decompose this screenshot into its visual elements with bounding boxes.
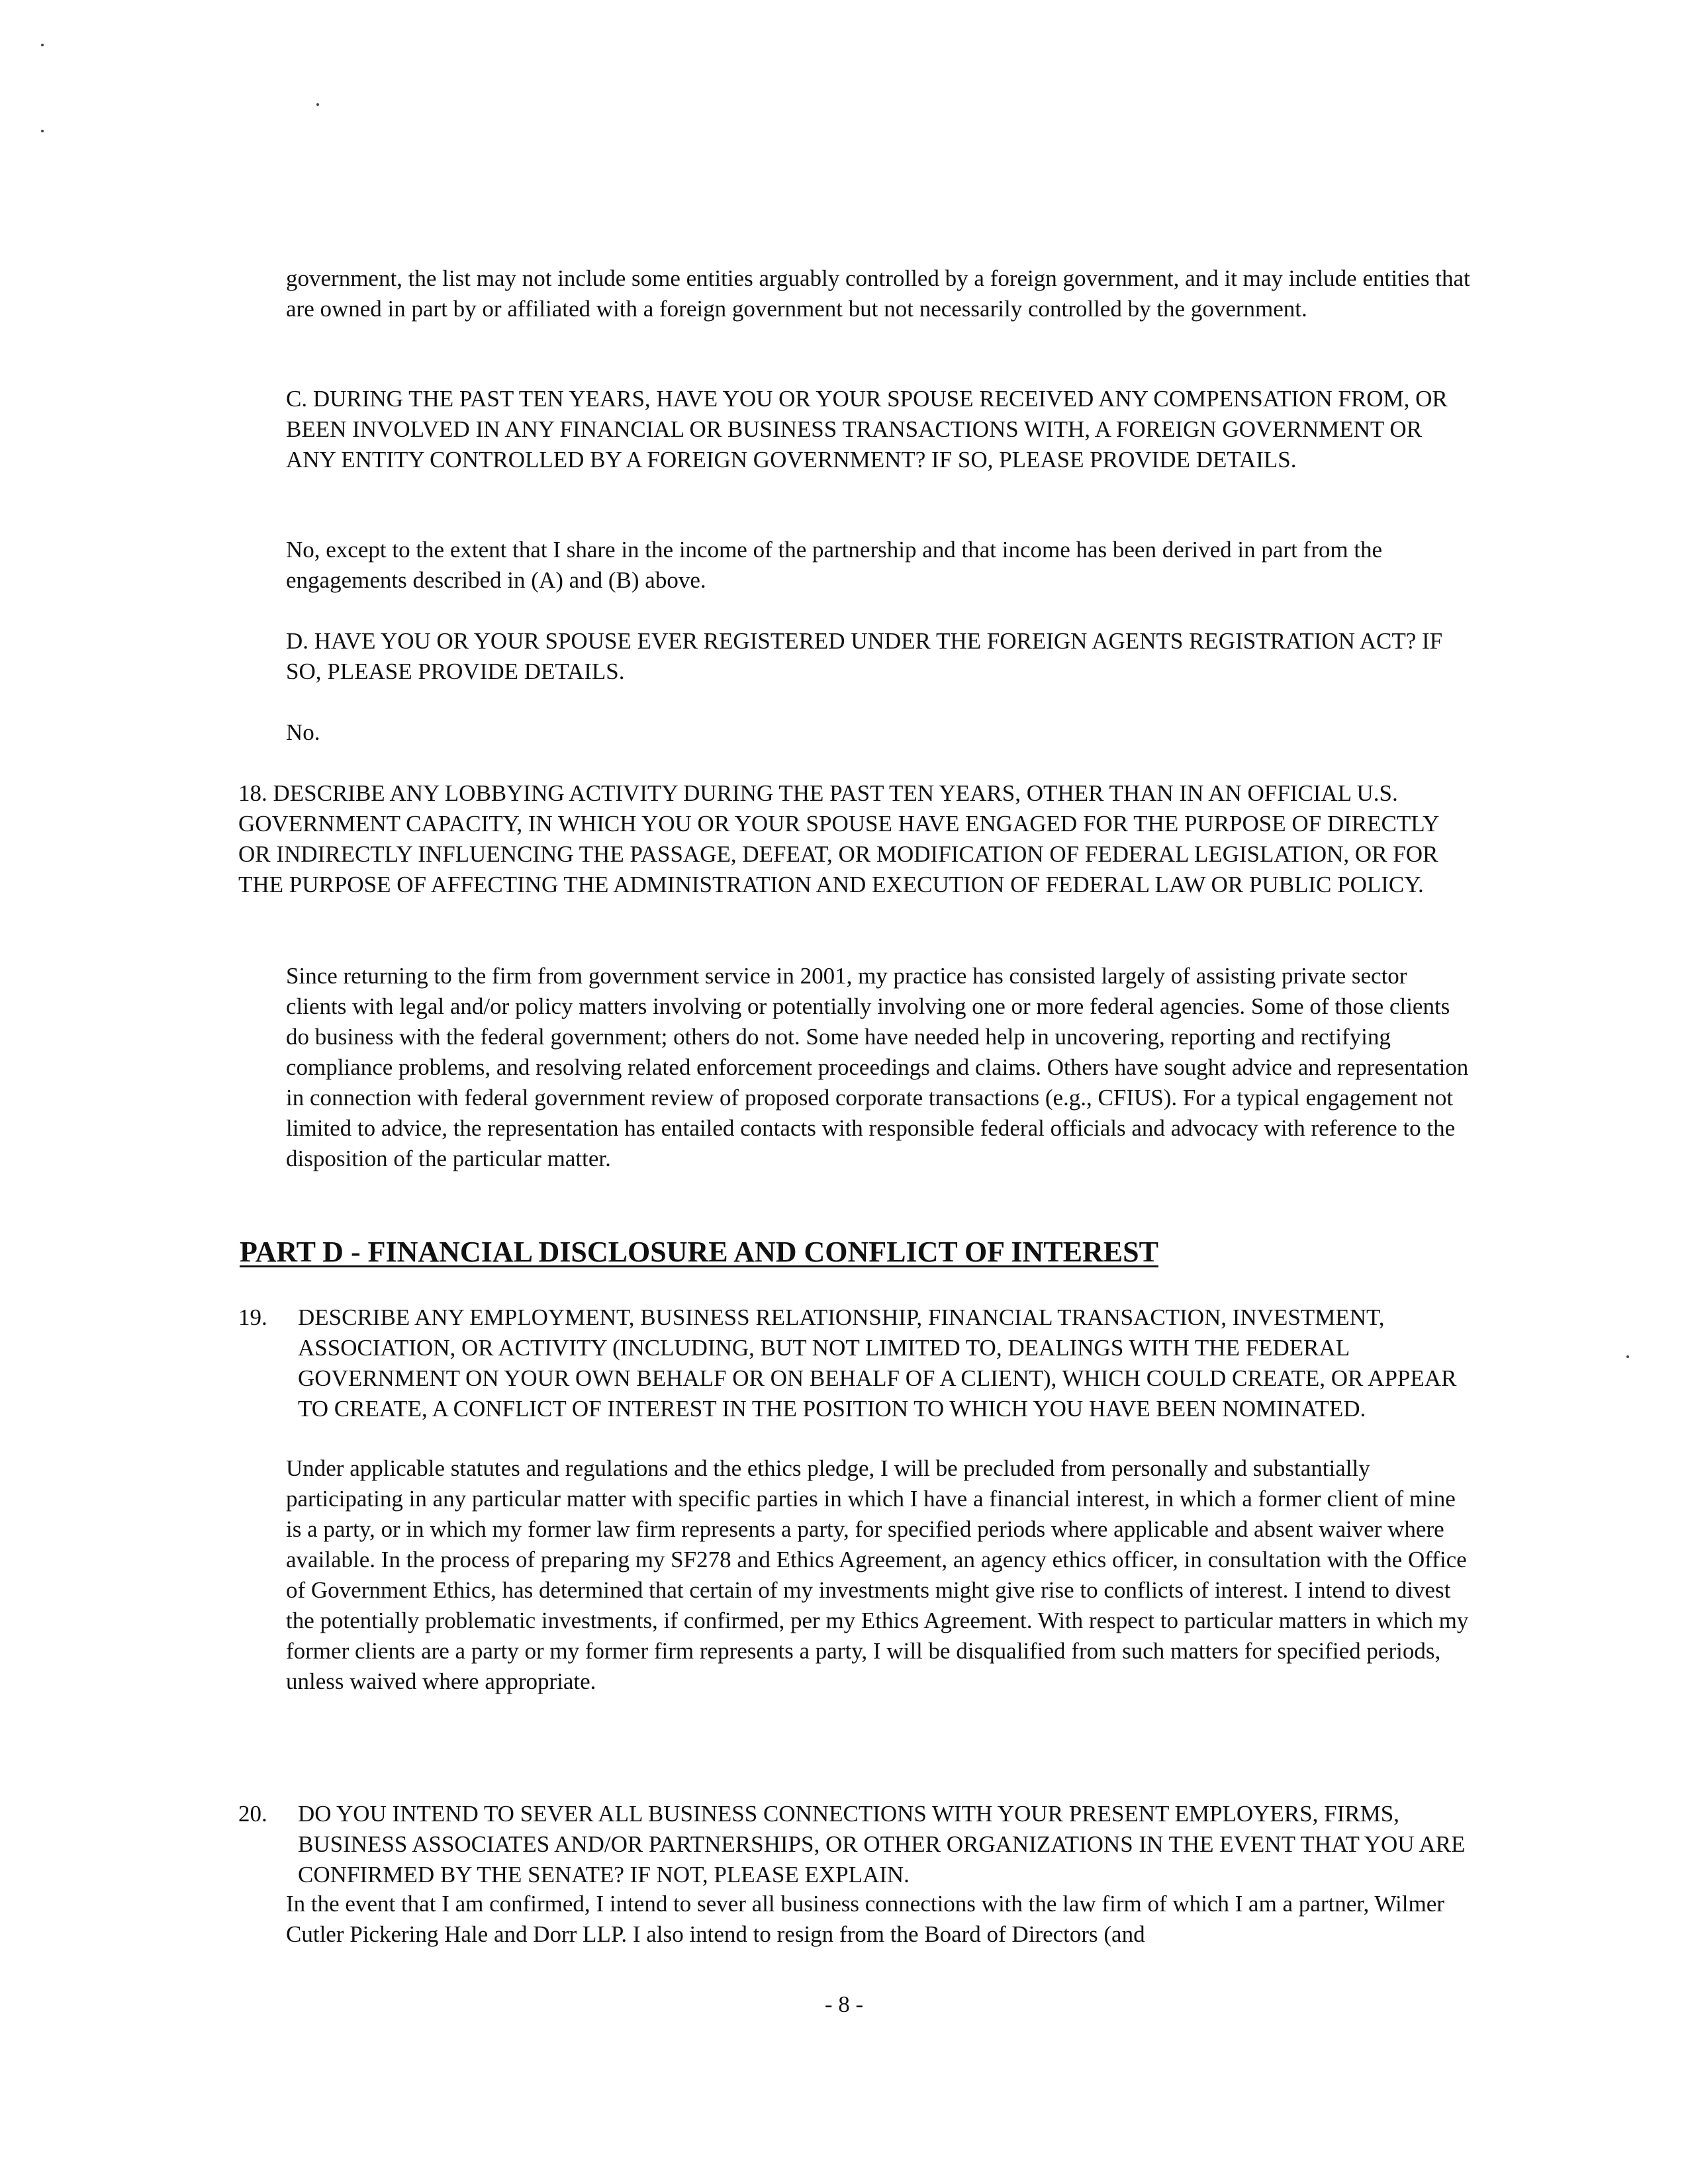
question-20: DO YOU INTEND TO SEVER ALL BUSINESS CONNECTIONS WITH YOUR PRESENT EMPLOYERS, FIRMS, BUSINESS ASSOCIATES AND/OR PARTNERSHIPS, OR OTHER ORGANIZATIONS IN THE EVENT THAT YOU ARE CONFIRMED BY THE SENATE? IF NOT, PLEASE EXPLAIN.	[298, 1801, 1466, 1888]
scan-speck	[41, 44, 44, 46]
answer-17c: No, except to the extent that I share in the income of the partnership and that income has been derived in part from the engagements described in (A) and (B) above.	[286, 537, 1383, 593]
answer-17d: No.	[286, 719, 320, 745]
question-19: DESCRIBE ANY EMPLOYMENT, BUSINESS RELATIONSHIP, FINANCIAL TRANSACTION, INVESTMENT, ASSOCIATION, OR ACTIVITY (INCLUDING, BUT NOT LIMITED TO, DEALINGS WITH THE FEDERAL GOVERNMENT ON YOUR OWN BEHALF OR ON BEHALF OF A CLIENT), WHICH COULD CREATE, OR APPEAR TO CREATE, A CONFLICT OF INTEREST IN THE POSITION TO WHICH YOU HAVE BEEN NOMINATED.	[298, 1304, 1457, 1422]
answer-19: Under applicable statutes and regulations and the ethics pledge, I will be precluded from personally and substantially participating in any particular matter with specific parties in which I have a financial interest, in which a former client of mine is a party, or in which my former law firm represents a party, for specified periods where applicable and absent waiver where available. In the process of preparing my SF278 and Ethics Agreement, an agency ethics officer, in consultation with the Office of Government Ethics, has determined that certain of my investments might give rise to conflicts of interest. I intend to divest the potentially problematic investments, if confirmed, per my Ethics Agreement. With respect to particular matters in which my former clients are a party or my former firm represents a party, I will be disqualified from such matters for specified periods, unless waived where appropriate.	[286, 1455, 1469, 1694]
question-20-number: 20.	[238, 1801, 267, 1827]
question-18: 18. DESCRIBE ANY LOBBYING ACTIVITY DURING THE PAST TEN YEARS, OTHER THAN IN AN OFFICIAL U.S. GOVERNMENT CAPACITY, IN WHICH YOU OR YOUR SPOUSE HAVE ENGAGED FOR THE PURPOSE OF DIRECTLY OR INDIRECTLY INFLUENCING THE PASSAGE, DEFEAT, OR MODIFICATION OF FEDERAL LEGISLATION, OR FOR THE PURPOSE OF AFFECTING THE ADMINISTRATION AND EXECUTION OF FEDERAL LAW OR PUBLIC POLICY.	[238, 780, 1439, 897]
scan-speck	[316, 103, 319, 106]
question-17d: D. HAVE YOU OR YOUR SPOUSE EVER REGISTERED UNDER THE FOREIGN AGENTS REGISTRATION ACT? IF SO, PLEASE PROVIDE DETAILS.	[286, 628, 1443, 684]
question-17c: C. DURING THE PAST TEN YEARS, HAVE YOU OR YOUR SPOUSE RECEIVED ANY COMPENSATION FROM, OR BEEN INVOLVED IN ANY FINANCIAL OR BUSINESS TRANSACTIONS WITH, A FOREIGN GOVERNMENT OR ANY ENTITY CONTROLLED BY A FOREIGN GOVERNMENT? IF SO, PLEASE PROVIDE DETAILS.	[286, 386, 1448, 473]
scan-speck	[41, 130, 44, 132]
answer-18: Since returning to the firm from government service in 2001, my practice has consisted largely of assisting private sector clients with legal and/or policy matters involving or potentially involving one or more federal agencies. Some of those clients do business with the federal government; others do not. Some have needed help in uncovering, reporting and rectifying compliance problems, and resolving related enforcement proceedings and claims. Others have sought advice and representation in connection with federal government review of proposed corporate transactions (e.g., CFIUS). For a typical engagement not limited to advice, the representation has entailed contacts with responsible federal officials and advocacy with reference to the disposition of the particular matter.	[286, 963, 1469, 1171]
page-number: - 8 -	[824, 1991, 864, 2017]
part-d-heading: PART D - FINANCIAL DISCLOSURE AND CONFLICT OF INTEREST	[240, 1236, 1158, 1268]
continuation-paragraph: government, the list may not include some entities arguably controlled by a foreign government, and it may include entities that are owned in part by or affiliated with a foreign government but not necessarily controlled by the government.	[286, 265, 1470, 322]
answer-20: In the event that I am confirmed, I intend to sever all business connections with the law firm of which I am a partner, Wilmer Cutler Pickering Hale and Dorr LLP. I also intend to resign from the Board of Directors (and	[286, 1891, 1444, 1947]
question-19-number: 19.	[238, 1304, 267, 1330]
scan-speck	[1626, 1355, 1629, 1358]
